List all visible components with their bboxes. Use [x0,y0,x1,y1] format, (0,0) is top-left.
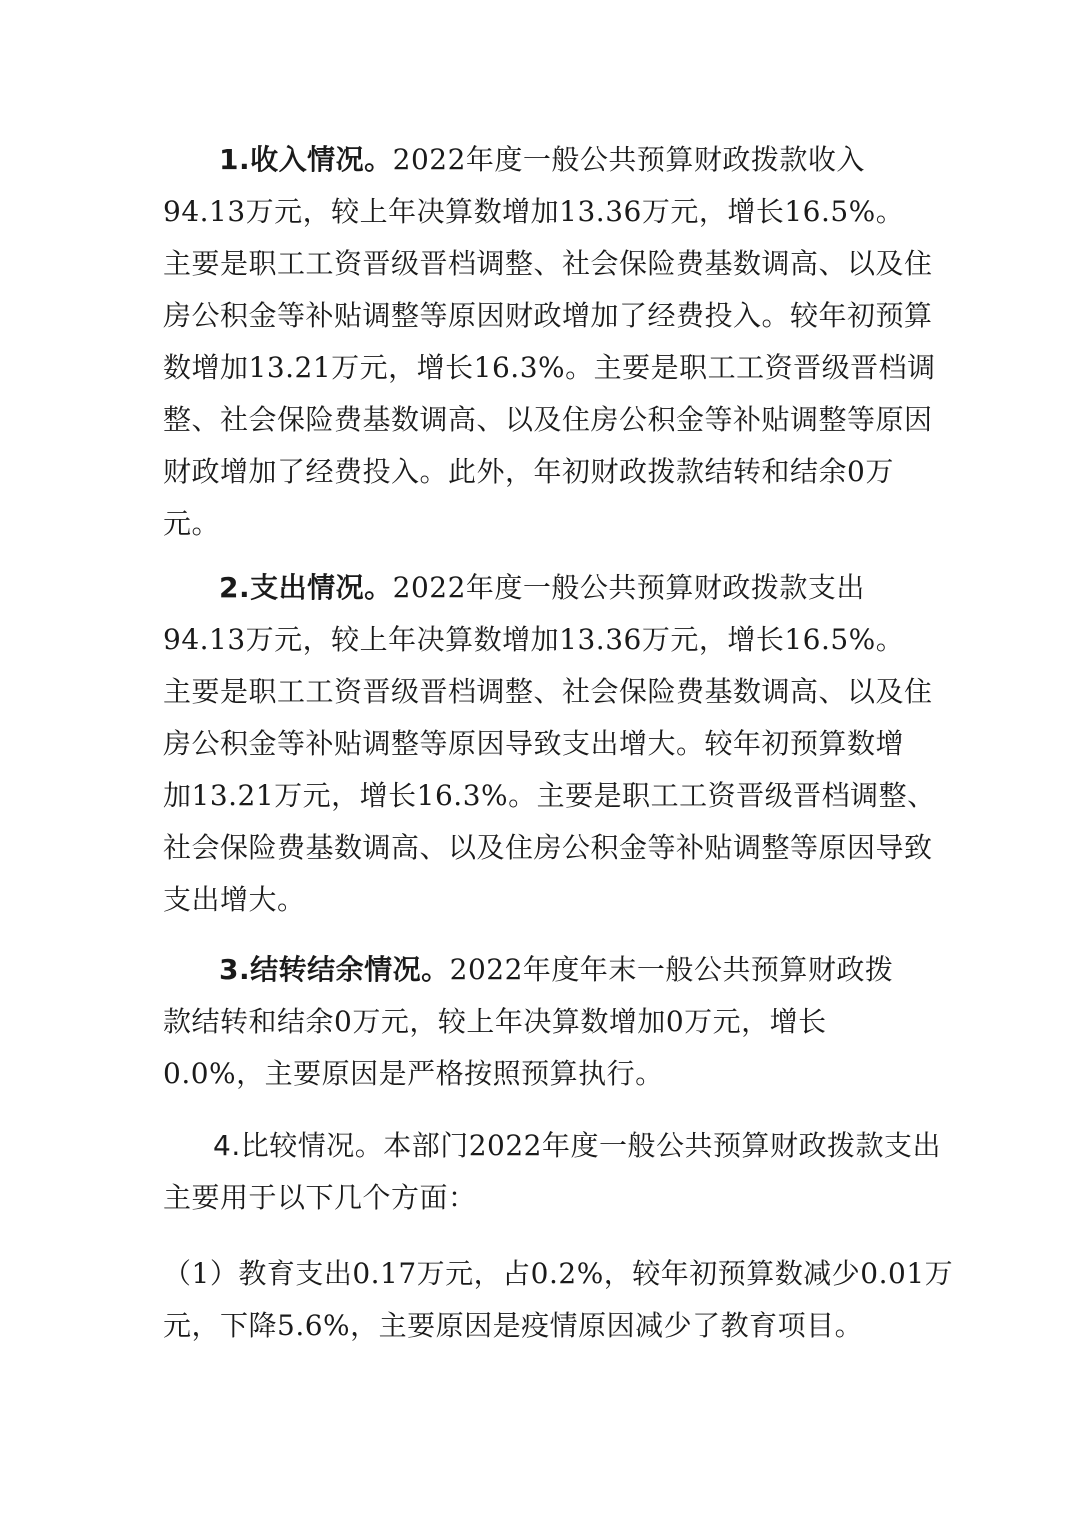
item-education [163,1248,954,1352]
section-income-line-7: 财政增加了经费投入。此外，年初财政拨款结转和结余0万 [163,455,894,488]
section-income-line-1: 2022年度一般公共预算财政拨款收入 [392,143,865,176]
section-expenditure-line-2: 94.13万元，较上年决算数增加13.36万元，增长16.5%。 [163,623,905,656]
section-income [163,134,936,550]
section-carryover-heading: 3.结转结余情况。 [219,953,450,986]
section-expenditure-line-1: 2022年度一般公共预算财政拨款支出 [392,571,865,604]
section-expenditure-line-6: 社会保险费基数调高、以及住房公积金等补贴调整等原因导致 [163,831,933,864]
item-education-line-2: 元，下降5.6%，主要原因是疫情原因减少了教育项目。 [163,1309,864,1342]
section-comparison-heading: 4.比较情况。 [213,1129,384,1162]
section-carryover [163,944,923,1100]
section-income-line-8: 元。 [163,507,221,540]
section-income-line-3: 主要是职工工资晋级晋档调整、社会保险费基数调高、以及住 [163,247,933,280]
section-carryover-line-1: 2022年度年末一般公共预算财政拨 [449,953,894,986]
section-income-line-2: 94.13万元，较上年决算数增加13.36万元，增长16.5%。 [163,195,905,228]
item-education-line-1: （1）教育支出0.17万元，占0.2%，较年初预算数减少0.01万 [163,1257,954,1290]
section-income-line-6: 整、社会保险费基数调高、以及住房公积金等补贴调整等原因 [163,403,933,436]
section-income-line-5: 数增加13.21万元，增长16.3%。主要是职工工资晋级晋档调 [163,351,936,384]
section-income-line-4: 房公积金等补贴调整等原因财政增加了经费投入。较年初预算 [163,299,933,332]
section-comparison-line-1: 本部门2022年度一般公共预算财政拨款支出 [383,1129,941,1162]
section-carryover-line-2: 款结转和结余0万元，较上年决算数增加0万元，增长 [163,1005,827,1038]
section-expenditure-line-3: 主要是职工工资晋级晋档调整、社会保险费基数调高、以及住 [163,675,933,708]
section-expenditure-line-4: 房公积金等补贴调整等原因导致支出增大。较年初预算数增 [163,727,905,760]
section-expenditure-line-7: 支出增大。 [163,883,306,916]
section-comparison [163,1120,941,1224]
section-expenditure-line-5: 加13.21万元，增长16.3%。主要是职工工资晋级晋档调整、 [163,779,936,812]
section-expenditure [163,562,936,926]
section-carryover-line-3: 0.0%，主要原因是严格按照预算执行。 [163,1057,664,1090]
section-comparison-line-2: 主要用于以下几个方面： [163,1181,477,1214]
section-expenditure-heading: 2.支出情况。 [219,571,393,604]
section-income-heading: 1.收入情况。 [219,143,393,176]
